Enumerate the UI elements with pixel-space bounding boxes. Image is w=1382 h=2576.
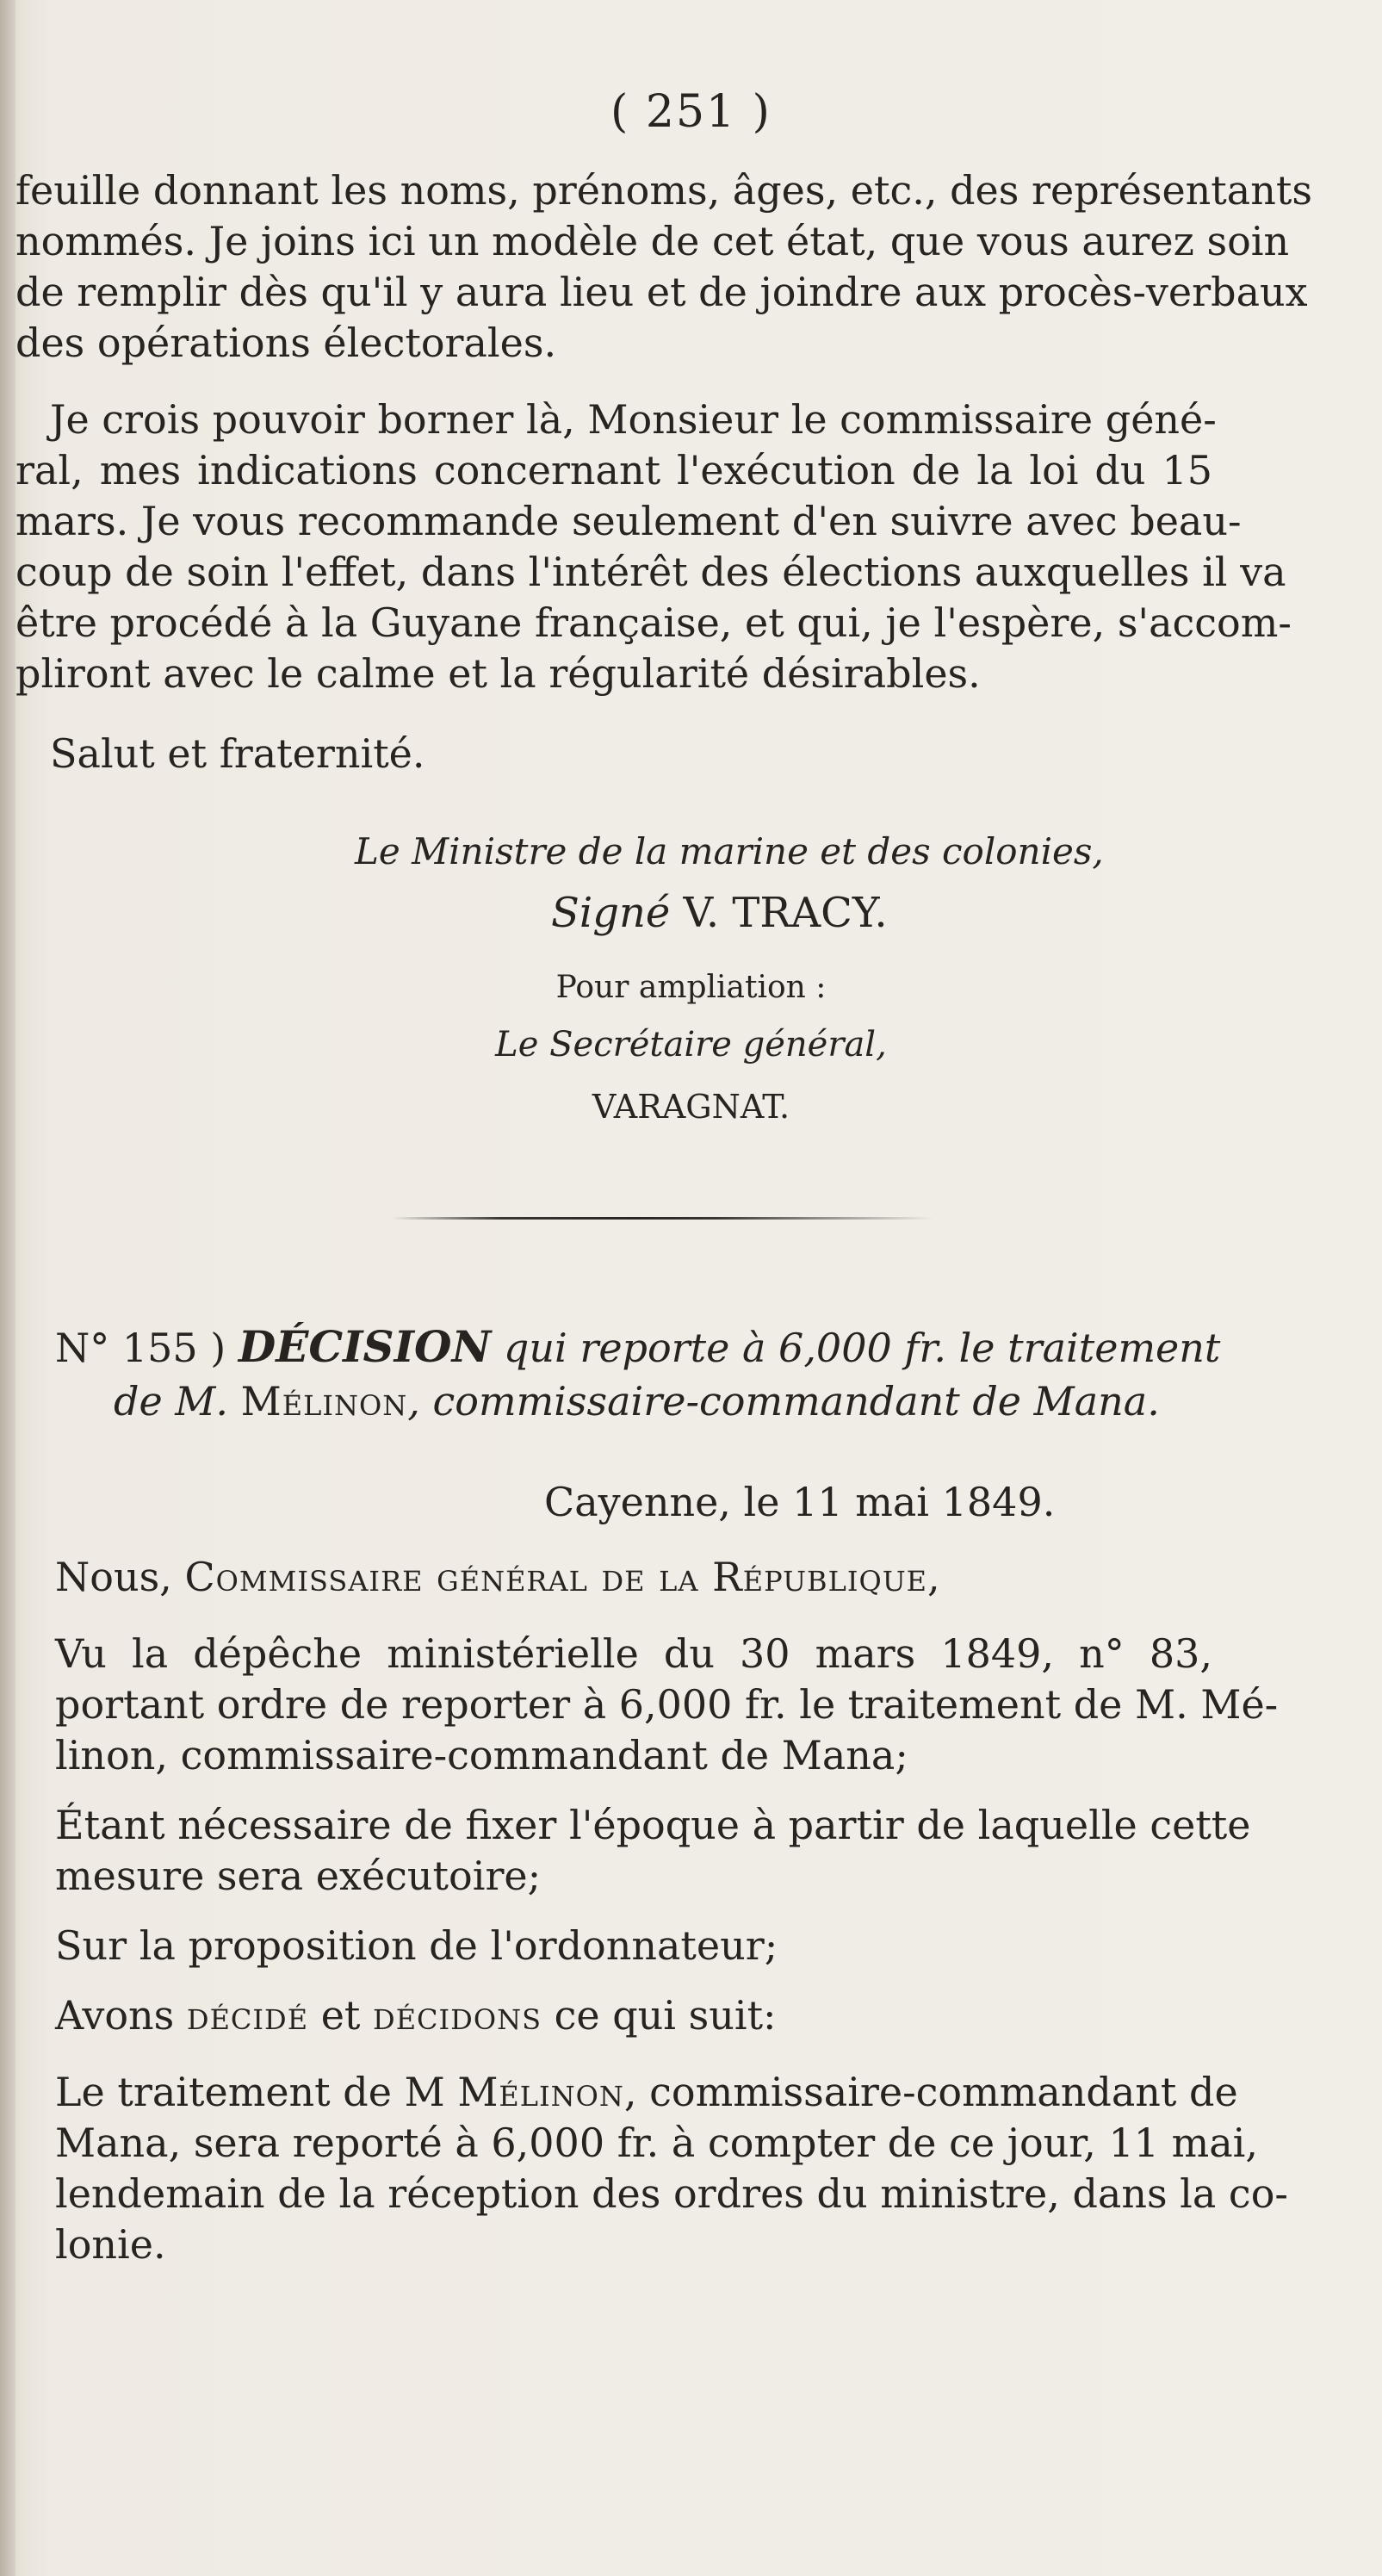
- secretary-title: Le Secrétaire général,: [495, 1025, 887, 1065]
- avons-word: Avons: [55, 1992, 175, 2039]
- avons-line: [55, 1990, 777, 2040]
- avons-end: ce qui suit:: [554, 1992, 777, 2039]
- text-line: [55, 2067, 1238, 2117]
- nous-title: Commissaire général de la République,: [184, 1554, 941, 1600]
- text-line: mars. Je vous recommande seulement d'en suivre avec beau-: [15, 498, 1242, 544]
- page-number: ( 251 ): [610, 86, 772, 138]
- decision-subtitle-rest: , commissaire-commandant de Mana.: [407, 1378, 1160, 1425]
- decision-name: Mélinon: [240, 1378, 408, 1425]
- ampliation: Pour ampliation :: [555, 970, 827, 1005]
- avons-et: et: [320, 1992, 361, 2039]
- last-name: Mélinon: [457, 2069, 624, 2115]
- minister-title: Le Ministre de la marine et des colonies,: [355, 830, 1104, 872]
- decision-m: M.: [175, 1378, 229, 1425]
- decision-subject: qui reporte à 6,000 fr. le traitement: [503, 1325, 1221, 1371]
- text-line: coup de soin l'effet, dans l'intérêt des élections auxquelles il va: [15, 549, 1286, 595]
- signed-name: V. TRACY.: [683, 889, 888, 937]
- avons-decide: décidé: [186, 1992, 309, 2039]
- place-date: Cayenne, le 11 mai 1849.: [544, 1479, 1056, 1525]
- last-post: , commissaire-commandant de: [623, 2069, 1238, 2115]
- decision-title: [55, 1322, 1220, 1373]
- text-line: Je crois pouvoir borner là, Monsieur le commissaire géné-: [50, 396, 1217, 443]
- text-line: Mana, sera reporté à 6,000 fr. à compter de ce jour, 11 mai,: [55, 2120, 1259, 2166]
- decision-de: de: [114, 1378, 163, 1425]
- text-line: de remplir dès qu'il y aura lieu et de joindre aux procès-verbaux: [15, 269, 1308, 315]
- nous-line: [55, 1552, 941, 1602]
- decision-subtitle: [114, 1376, 1160, 1426]
- text-line: ral, mes indications concernant l'exécution de la loi du 15: [15, 447, 1212, 493]
- signed-prefix: Signé: [551, 889, 671, 937]
- text-line: Sur la proposition de l'ordonnateur;: [55, 1922, 778, 1969]
- decision-word: DÉCISION: [238, 1321, 492, 1372]
- text-line: portant ordre de reporter à 6,000 fr. le traitement de M. Mé-: [55, 1681, 1279, 1728]
- text-line: pliront avec le calme et la régularité désirables.: [15, 650, 981, 697]
- signed-line: [551, 888, 888, 938]
- page-edge: [0, 0, 15, 2576]
- text-line: linon, commissaire-commandant de Mana;: [55, 1732, 908, 1778]
- text-line: Étant nécessaire de fixer l'époque à partir de laquelle cette: [55, 1802, 1251, 1848]
- avons-decidons: décidons: [373, 1992, 542, 2039]
- text-line: lendemain de la réception des ordres du ministre, dans la co-: [55, 2170, 1288, 2217]
- secretary-name: VARAGNAT.: [592, 1088, 790, 1126]
- section-divider: [392, 1217, 934, 1220]
- salutation: Salut et fraternité.: [50, 730, 425, 777]
- text-line: Vu la dépêche ministérielle du 30 mars 1849, n° 83,: [55, 1630, 1212, 1677]
- decision-number: N° 155 ): [55, 1325, 226, 1371]
- last-pre: Le traitement de M: [55, 2069, 458, 2115]
- text-line: feuille donnant les noms, prénoms, âges, etc., des représentants: [15, 167, 1312, 214]
- text-line: lonie.: [55, 2221, 166, 2268]
- text-line: nommés. Je joins ici un modèle de cet état, que vous aurez soin: [15, 218, 1290, 264]
- nous-word: Nous,: [55, 1554, 172, 1600]
- text-line: mesure sera exécutoire;: [55, 1853, 542, 1899]
- text-line: être procédé à la Guyane française, et qui, je l'espère, s'accom-: [15, 599, 1292, 646]
- text-line: des opérations électorales.: [15, 320, 557, 366]
